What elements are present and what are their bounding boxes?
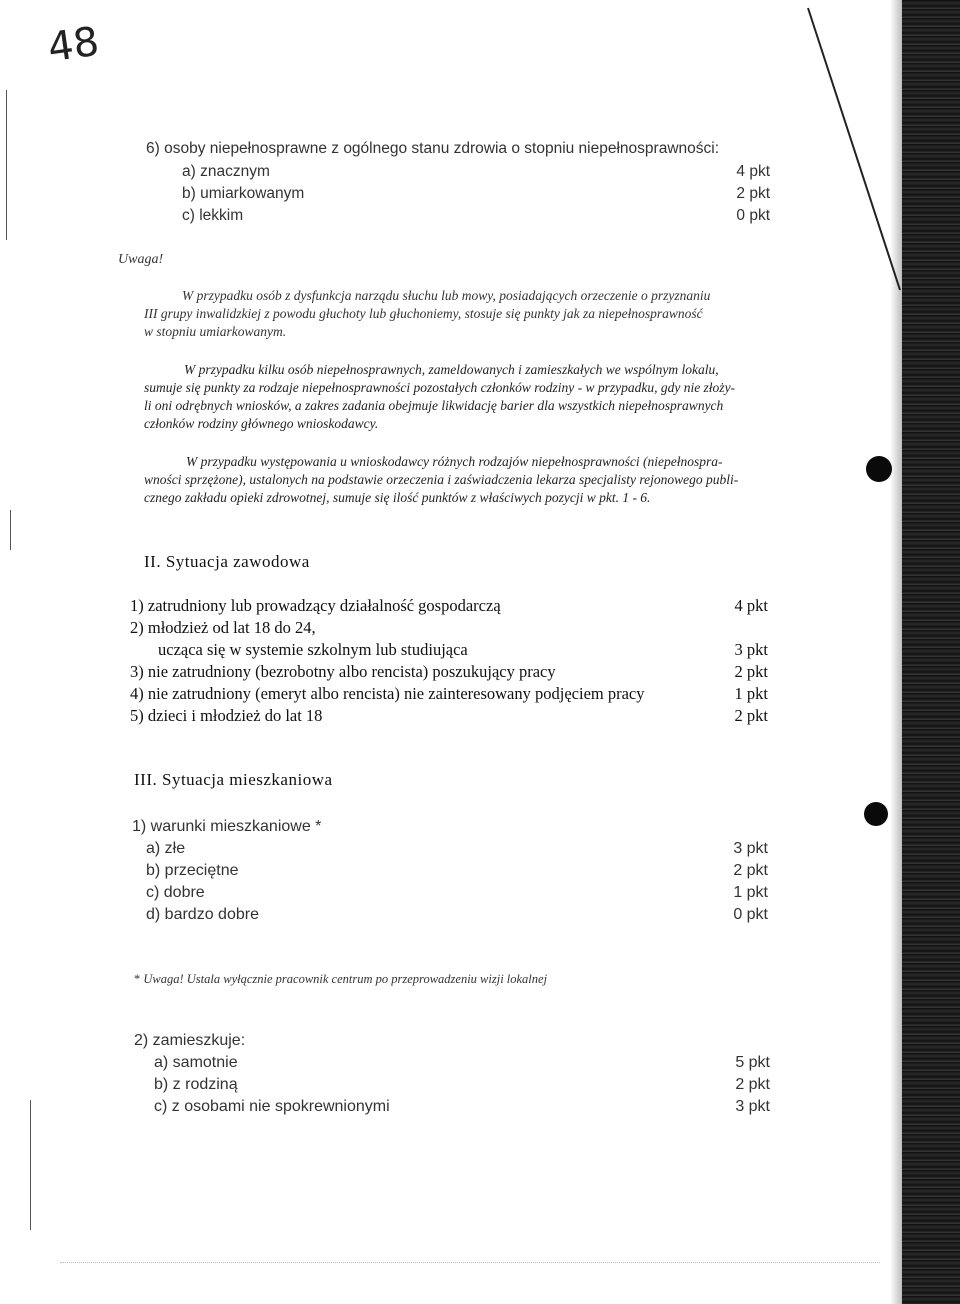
footnote — [134, 972, 547, 987]
section3-item2-option-c-points: 3 pkt — [735, 1098, 770, 1115]
section2-item-2-continuation: ucząca się w systemie szkolnym lub studiująca — [158, 640, 468, 659]
para2-line-2: sumuje się punkty za rodzaje niepełnosprawności pozostałych członków rodziny - w przypadku, gdy nie złoży- — [144, 380, 736, 395]
section2-item-4: 4) nie zatrudniony (emeryt albo rencista) nie zainteresowany podjęciem pracy — [130, 684, 645, 703]
section3-item1-option-a-points: 3 pkt — [733, 840, 768, 857]
remark-line-2: III grupy inwalidzkiej z powodu głuchoty lub głuchoniemy, stosuje się punkty jak za niepełnosprawność — [144, 306, 703, 321]
section3-item1-option-c-points: 1 pkt — [733, 884, 768, 901]
punch-hole-1 — [866, 456, 892, 482]
remark-line-1: W przypadku osób z dysfunkcja narządu słuchu lub mowy, posiadających orzeczenie o przyznaniu — [182, 288, 711, 303]
remark-label: Uwaga! — [118, 252, 164, 267]
punch-hole-2 — [864, 802, 888, 826]
para3-line-1: W przypadku występowania u wnioskodawcy różnych rodzajów niepełnosprawności (niepełnospra- — [186, 454, 723, 469]
section3-item2-option-a: a) samotnie — [154, 1054, 238, 1071]
section3-item2-option-c: c) z osobami nie spokrewnionymi — [154, 1098, 390, 1115]
section2-heading: II. Sytuacja zawodowa — [144, 552, 310, 571]
section3-item1-option-b-points: 2 pkt — [733, 862, 768, 879]
scan-margin-line-3 — [30, 1100, 31, 1230]
item6-option-c: c) lekkim — [182, 207, 244, 224]
scan-margin-line — [6, 90, 7, 240]
section3-item1-option-a: a) złe — [146, 840, 186, 857]
section3-item1-option-b: b) przeciętne — [146, 862, 239, 879]
section2-item-5-points: 2 pkt — [734, 706, 768, 725]
footnote-star: * — [134, 972, 141, 986]
item6-option-c-points: 0 pkt — [736, 207, 770, 224]
footnote-text: Ustala wyłącznie pracownik centrum po przeprowadzeniu wizji lokalnej — [186, 972, 548, 986]
para2-line-4: członków rodziny głównego wnioskodawcy. — [144, 416, 379, 431]
handwritten-margin-note: 48 — [45, 18, 102, 72]
section2-item-2: 2) młodzież od lat 18 do 24, — [130, 618, 316, 637]
scan-dark-edge — [902, 0, 960, 1304]
section3-item2-option-a-points: 5 pkt — [735, 1054, 770, 1071]
item6-option-a: a) znacznym — [182, 163, 270, 180]
para2-line-3: li oni odrębnych wniosków, a zakres zadania obejmuje likwidację barier dla wszystkich niepełnosprawnych — [144, 398, 724, 413]
item6-option-a-points: 4 pkt — [736, 163, 770, 180]
section2-item-4-points: 1 pkt — [734, 684, 768, 703]
scan-margin-line-2 — [10, 510, 11, 550]
footnote-label: Uwaga! — [143, 972, 184, 986]
para3-line-3: cznego zakładu opieki zdrowotnej, sumuje się ilość punktów z właściwych pozycji w pkt. 1 - 6. — [144, 490, 651, 505]
section3-item1-label: 1) warunki mieszkaniowe * — [132, 818, 322, 835]
section2-item-3: 3) nie zatrudniony (bezrobotny albo rencista) poszukujący pracy — [130, 662, 556, 681]
section3-item2-option-b-points: 2 pkt — [735, 1076, 770, 1093]
section3-item2-label: 2) zamieszkuje: — [134, 1032, 246, 1049]
section2-item-1: 1) zatrudniony lub prowadzący działalność gospodarczą — [130, 596, 501, 615]
section2-item-3-points: 2 pkt — [734, 662, 768, 681]
section3-item1-option-d: d) bardzo dobre — [146, 906, 259, 923]
para3-line-2: wności sprzężone), ustalonych na podstawie orzeczenia i zaświadczenia lekarza specjalisty rejonowego publi- — [144, 472, 739, 487]
item6-option-b-points: 2 pkt — [736, 185, 770, 202]
remark-line-3: w stopniu umiarkowanym. — [144, 324, 287, 339]
section3-item1-option-c: c) dobre — [146, 884, 205, 901]
scan-diagonal-stroke — [800, 0, 905, 300]
item6-label: 6) osoby niepełnosprawne z ogólnego stanu zdrowia o stopniu niepełnosprawności: — [146, 140, 720, 157]
para2-line-1: W przypadku kilku osób niepełnosprawnych, zameldowanych i zamieszkałych we wspólnym lokalu, — [184, 362, 719, 377]
scan-noise-dots — [60, 1262, 880, 1263]
section2-item-1-points: 4 pkt — [734, 596, 768, 615]
section3-item1-option-d-points: 0 pkt — [733, 906, 768, 923]
section2-item-2-points: 3 pkt — [734, 640, 768, 659]
section2-item-5: 5) dzieci i młodzież do lat 18 — [130, 706, 323, 725]
section3-heading: III. Sytuacja mieszkaniowa — [134, 770, 333, 789]
section3-item2-option-b: b) z rodziną — [154, 1076, 238, 1093]
item6-option-b: b) umiarkowanym — [182, 185, 305, 202]
